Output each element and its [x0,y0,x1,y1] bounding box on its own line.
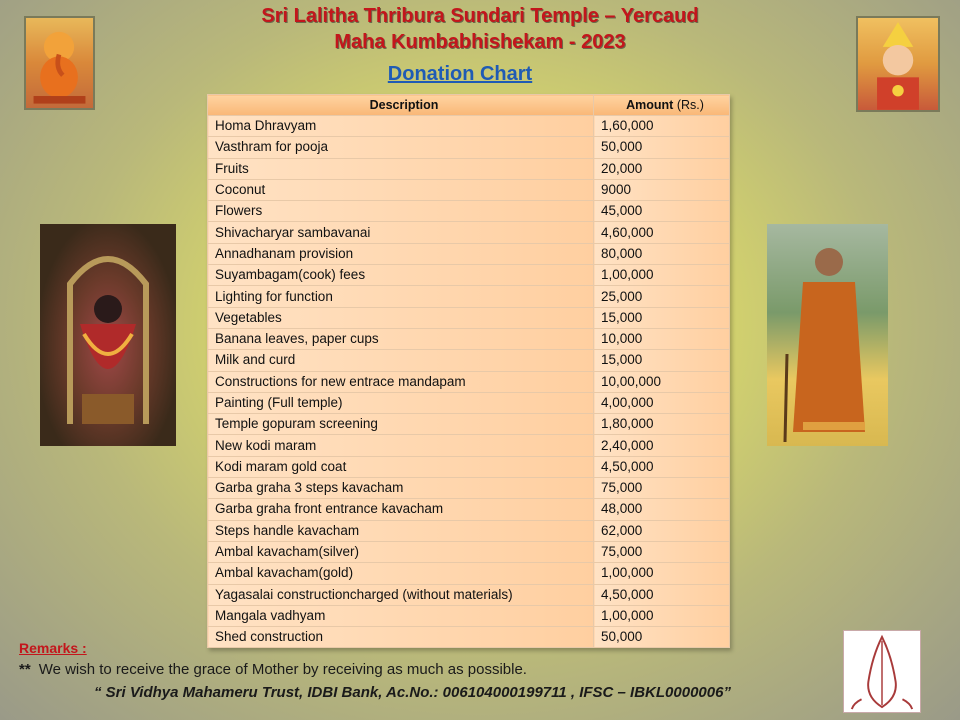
table-header-row [208,95,730,116]
table-row [208,392,730,413]
donation-description: Kodi maram gold coat [208,456,594,477]
donation-description: Garba graha 3 steps kavacham [208,478,594,499]
donation-description: New kodi maram [208,435,594,456]
donation-description: Steps handle kavacham [208,520,594,541]
donation-description: Yagasalai constructioncharged (without materials) [208,584,594,605]
donation-description: Annadhanam provision [208,243,594,264]
donation-description: Shivacharyar sambavanai [208,222,594,243]
table-row [208,584,730,605]
namaste-hands-icon [843,630,921,713]
donation-description: Constructions for new entrace mandapam [208,371,594,392]
table-row [208,222,730,243]
table-row [208,179,730,200]
donation-description: Painting (Full temple) [208,392,594,413]
amount-unit: (Rs.) [676,98,704,112]
donation-description: Suyambagam(cook) fees [208,265,594,286]
ganesha-image [24,16,95,110]
ganesha-figure [26,18,93,108]
table-row [208,307,730,328]
donation-description: Flowers [208,201,594,222]
table-row [208,563,730,584]
table-row [208,541,730,562]
namaste-hands-drawing [844,631,920,712]
donation-amount: 80,000 [594,243,730,264]
table-row [208,243,730,264]
table-row [208,116,730,137]
temple-title: Sri Lalitha Thribura Sundari Temple – Yercaud [261,5,699,27]
donation-description: Temple gopuram screening [208,414,594,435]
donation-description: Shed construction [208,627,594,648]
table-row [208,201,730,222]
murugan-image [856,16,940,112]
table-row [208,414,730,435]
donation-description: Mangala vadhyam [208,605,594,626]
amount-header-label: Amount [626,98,674,112]
donation-description: Homa Dhravyam [208,116,594,137]
donation-amount: 1,80,000 [594,414,730,435]
donation-amount: 4,50,000 [594,456,730,477]
donation-amount: 20,000 [594,158,730,179]
donation-amount: 10,00,000 [594,371,730,392]
remarks-label: Remarks : [19,640,87,656]
donation-amount: 25,000 [594,286,730,307]
chart-subtitle: Donation Chart [387,63,533,85]
donation-description: Vasthram for pooja [208,137,594,158]
donation-description: Garba graha front entrance kavacham [208,499,594,520]
donation-amount: 9000 [594,179,730,200]
table-row [208,627,730,648]
table-row [208,456,730,477]
donation-description: Vegetables [208,307,594,328]
donation-amount: 48,000 [594,499,730,520]
donation-amount: 45,000 [594,201,730,222]
donation-amount: 75,000 [594,541,730,562]
donation-amount: 15,000 [594,307,730,328]
murugan-figure [858,18,938,110]
donation-description: Fruits [208,158,594,179]
donation-amount: 1,00,000 [594,563,730,584]
donation-amount: 50,000 [594,137,730,158]
table-row [208,520,730,541]
table-row [208,328,730,349]
description-header: Description [208,95,594,116]
amount-header [594,95,730,116]
donation-description: Ambal kavacham(silver) [208,541,594,562]
donation-amount: 62,000 [594,520,730,541]
table-row [208,286,730,307]
remark-bullet: ** [19,661,31,678]
bank-details: “ Sri Vidhya Mahameru Trust, IDBI Bank, Ac.No.: 006104000199711 , IFSC – IBKL0000006” [94,684,731,701]
donation-amount: 1,00,000 [594,265,730,286]
table-row [208,158,730,179]
table-row [208,478,730,499]
table-row [208,371,730,392]
table-row [208,350,730,371]
donation-table [207,94,730,648]
donation-amount: 4,60,000 [594,222,730,243]
donation-description: Milk and curd [208,350,594,371]
donation-amount: 15,000 [594,350,730,371]
table-row [208,137,730,158]
goddess-idol-image [40,224,176,446]
table-row [208,605,730,626]
donation-amount: 4,50,000 [594,584,730,605]
donation-amount: 4,00,000 [594,392,730,413]
donation-amount: 2,40,000 [594,435,730,456]
donation-amount: 50,000 [594,627,730,648]
table-row [208,265,730,286]
swamiji-figure [767,224,888,446]
table-row [208,499,730,520]
donation-amount: 10,000 [594,328,730,349]
goddess-idol-figure [40,224,176,446]
donation-amount: 1,00,000 [594,605,730,626]
donation-description: Lighting for function [208,286,594,307]
donation-description: Ambal kavacham(gold) [208,563,594,584]
remark-line [19,661,527,678]
donation-description: Coconut [208,179,594,200]
donation-rows [208,116,730,648]
event-title: Maha Kumbabhishekam - 2023 [334,31,626,53]
remark-text: We wish to receive the grace of Mother by receiving as much as possible. [38,661,527,678]
donation-amount: 1,60,000 [594,116,730,137]
table-row [208,435,730,456]
donation-description: Banana leaves, paper cups [208,328,594,349]
swamiji-photo [767,224,888,446]
donation-amount: 75,000 [594,478,730,499]
